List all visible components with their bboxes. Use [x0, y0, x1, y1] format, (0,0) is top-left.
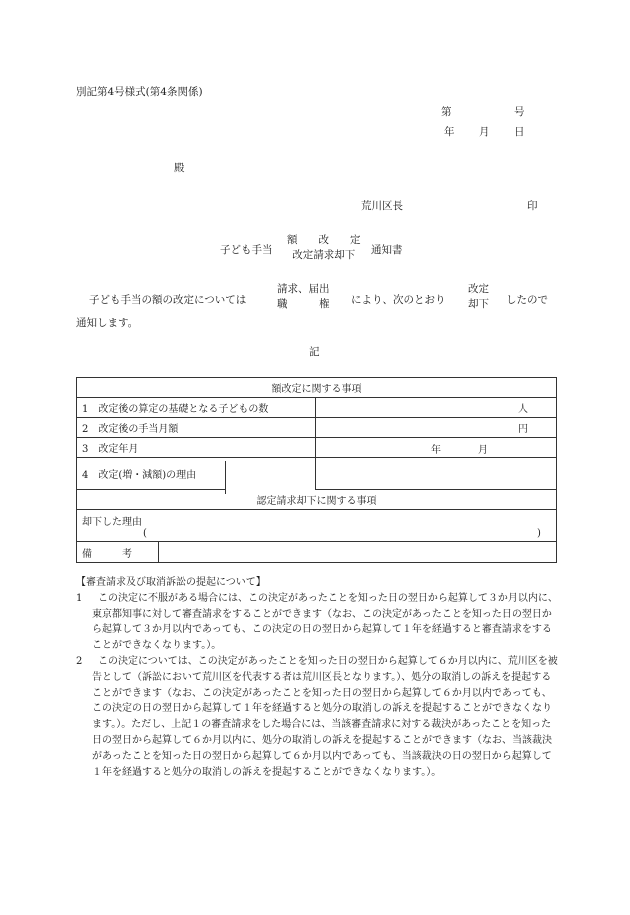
title-option-amend: 額 改 定	[287, 234, 361, 246]
note-item-1-number: 1	[76, 592, 83, 604]
body-text-part3: したので	[506, 294, 548, 306]
body-choice-1-bottom: 職 権	[277, 298, 330, 310]
table-row	[77, 418, 557, 438]
date-year-label: 年	[444, 126, 455, 138]
notes-heading: 【審査請求及び取消訴訟の提起について】	[76, 577, 266, 588]
section-title-rejection: 認定請求却下に関する事項	[77, 490, 557, 510]
body-text-part2: により、次のとおり	[351, 294, 446, 306]
recipient-honorific: 殿	[174, 162, 185, 174]
note-item-2-number: 2	[76, 655, 83, 667]
date-day-label: 日	[514, 126, 525, 138]
monthly-amount-field[interactable]	[316, 418, 557, 438]
rejection-reason-label: 却下した理由	[82, 517, 142, 528]
record-mark: 記	[309, 346, 320, 358]
table-row	[77, 438, 557, 458]
section-title-amendment: 額改定に関する事項	[77, 378, 557, 398]
reason-field[interactable]	[316, 458, 557, 490]
row-label-child-count: 1 改定後の算定の基礎となる子どもの数	[77, 398, 316, 418]
title-prefix: 子ども手当	[220, 244, 273, 256]
row-label-monthly-amount: 2 改定後の手当月額	[77, 418, 316, 438]
body-choice-1-top: 請求、届出	[277, 283, 330, 295]
amend-date-field[interactable]	[316, 438, 557, 458]
title-options	[287, 233, 361, 263]
unit-month: 月	[478, 445, 488, 456]
title-option-reject: 改定請求却下	[292, 249, 356, 261]
table-row	[77, 378, 557, 398]
form-id: 別記第4号様式(第4条関係)	[76, 86, 203, 98]
note-item-1-text: この決定に不服がある場合には、この決定があったことを知った日の翌日から起算して３か月以内に、東京都知事に対して審査請求をすることができます（なお、この決定があったことを知った日の翌日から起算して３か月以内であっても、この決定の日の翌日から起算して１年を経過すると審査請求をすることができなくなります。）。	[92, 592, 558, 652]
remarks-field[interactable]	[159, 542, 557, 563]
table-row	[77, 542, 557, 563]
body-choice-1	[277, 282, 330, 312]
body-text-line2: 通知します。	[76, 317, 139, 329]
document-number-prefix: 第	[441, 106, 452, 118]
table-row	[77, 490, 557, 510]
unit-year: 年	[431, 445, 441, 456]
unit-yen: 円	[518, 424, 529, 435]
document-number-suffix: 号	[514, 106, 525, 118]
notes-section	[76, 575, 560, 780]
body-text-part1: 子ども手当の額の改定については	[89, 294, 247, 306]
row-label-reason: 4 改定(増・減額)の理由	[77, 458, 316, 490]
row4-cover	[226, 462, 315, 493]
body-choice-2-bottom: 却下	[468, 298, 489, 310]
child-count-field[interactable]	[316, 398, 557, 418]
note-item-2-text: この決定については、この決定があったことを知った日の翌日から起算して６か月以内に、荒川区を被告として（訴訟において荒川区を代表する者は荒川区長となります。）、処分の取消しの訴えを提起することができます（なお、この決定があったことを知った日の翌日から起算して６か月以内であっても、この決定の日の翌日から起算して１年を経過すると処分の取消しの訴えを提起することができなくなります。）。ただし、上記１の審査請求をした場合には、当該審査請求に対する裁決があったことを知った日の翌日から起算して６か月以内に、処分の取消しの訴えを提起することができます（なお、当該裁決があったことを知った日の翌日から起算して６か月以内であっても、当該裁決の日の翌日から起算して１年を経過すると処分の取消しの訴えを提起することができなくなります。）。	[92, 655, 558, 778]
body-choice-2-top: 改定	[468, 283, 489, 295]
date-month-label: 月	[479, 126, 490, 138]
paren-close: )	[537, 528, 541, 539]
table-row	[77, 458, 557, 490]
form-table	[76, 377, 557, 563]
sender-title: 荒川区長	[361, 200, 403, 212]
paren-open: (	[143, 528, 147, 539]
row-label-amend-date: 3 改定年月	[77, 438, 316, 458]
note-item-2	[76, 654, 560, 780]
note-item-1	[76, 591, 560, 654]
table-row	[77, 510, 557, 542]
table-row	[77, 398, 557, 418]
title-suffix: 通知書	[371, 244, 403, 256]
unit-persons: 人	[518, 404, 529, 415]
rejection-reason-field[interactable]	[77, 510, 557, 542]
seal-mark: 印	[527, 200, 538, 212]
remarks-label: 備 考	[77, 542, 159, 563]
body-choice-2	[468, 282, 489, 312]
